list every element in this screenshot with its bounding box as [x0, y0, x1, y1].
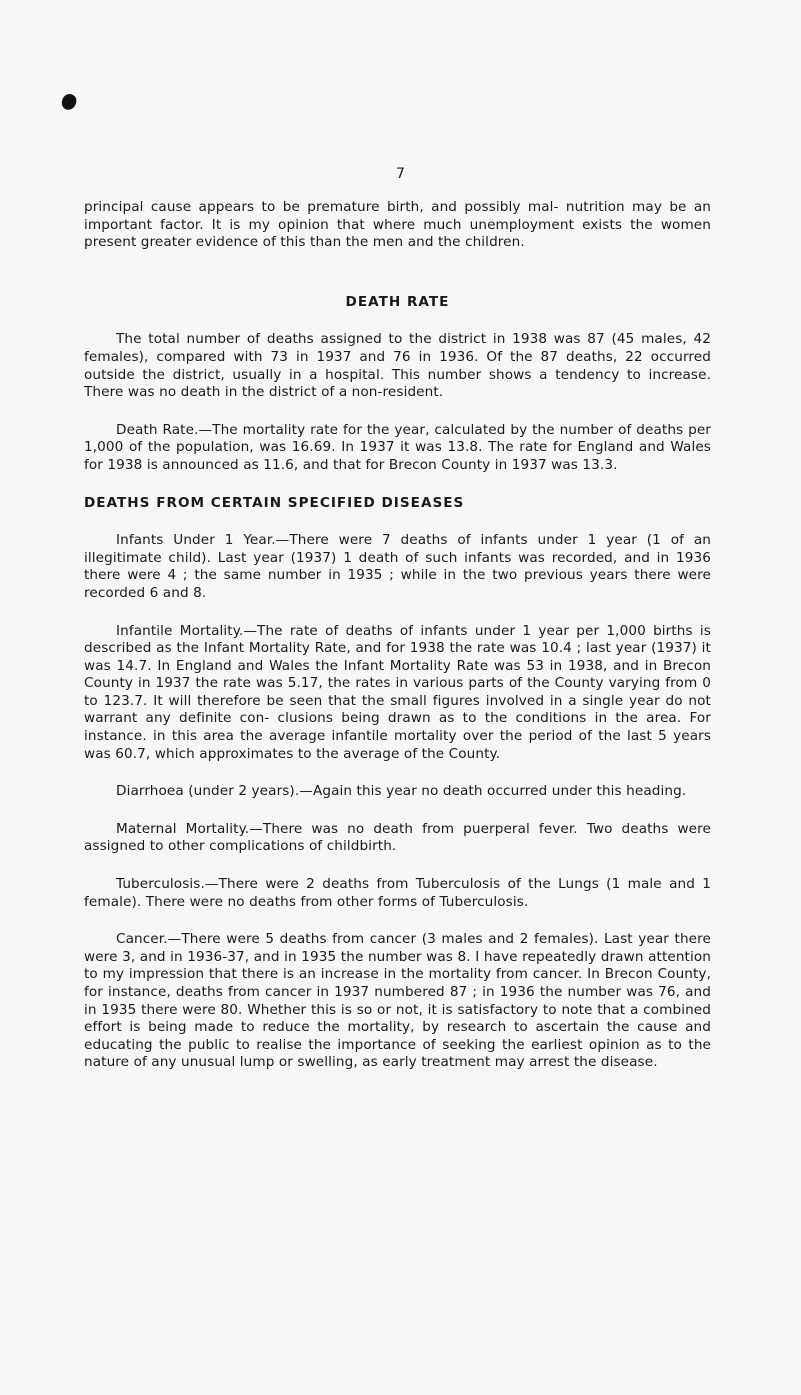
specified-diseases-heading: DEATHS FROM CERTAIN SPECIFIED DISEASES	[84, 494, 465, 511]
total-deaths-paragraph: The total number of deaths assigned to the district in 1938 was 87 (45 males, 42 females), compared with 73 in 1937 and 76 in 1936. Of the 87 deaths, 22 occurred outside the district, usually in a hospital. This number shows a tendency to increase. There was no death in the district of a non-resident.	[84, 331, 711, 401]
punch-hole-mark	[60, 92, 78, 112]
page-number: 7	[396, 166, 405, 182]
diarrhoea-paragraph: Diarrhoea (under 2 years).—Again this year no death occurred under this heading.	[116, 783, 687, 800]
death-rate-heading: DEATH RATE	[345, 293, 450, 310]
opening-paragraph: principal cause appears to be premature birth, and possibly mal- nutrition may be an important factor. It is my opinion that where much unemployment exists the women present greater evidence of this than the men and the children.	[84, 199, 711, 251]
infantile-mortality-paragraph: Infantile Mortality.—The rate of deaths of infants under 1 year per 1,000 births is described as the Infant Mortality Rate, and for 1938 the rate was 10.4 ; last year (1937) it was 14.7. In England and Wales the Infant Mortality Rate was 53 in 1938, and in Brecon County in 1937 the rate was 5.17, the rates in various parts of the County varying from 0 to 123.7. It will therefore be seen that the small figures involved in a single year do not warrant any definite con- clusions being drawn as to the conditions in the area. For instance. in this area the average infantile mortality over the period of the last 5 years was 60.7, which approximates to the average of the County.	[84, 622, 711, 762]
maternal-mortality-paragraph: Maternal Mortality.—There was no death from puerperal fever. Two deaths were assigned to other complications of childbirth.	[84, 820, 711, 855]
cancer-paragraph: Cancer.—There were 5 deaths from cancer (3 males and 2 females). Last year there were 3, and in 1936-37, and in 1935 the number was 8. I have repeatedly drawn attention to my impression that there is an increase in the mortality from cancer. In Brecon County, for instance, deaths from cancer in 1937 numbered 87 ; in 1936 the number was 76, and in 1935 there were 80. Whether this is so or not, it is satisfactory to note that a combined effort is being made to reduce the mortality, by research to ascertain the cause and educating the public to realise the importance of seeking the earliest opinion as to the nature of any unusual lump or swelling, as early treatment may arrest the disease.	[84, 931, 711, 1071]
tuberculosis-paragraph: Tuberculosis.—There were 2 deaths from Tuberculosis of the Lungs (1 male and 1 female). There were no deaths from other forms of Tuberculosis.	[84, 876, 711, 910]
death-rate-paragraph: Death Rate.—The mortality rate for the year, calculated by the number of deaths per 1,000 of the population, was 16.69. In 1937 it was 13.8. The rate for England and Wales for 1938 is announced as 11.6, and that for Brecon County in 1937 was 13.3.	[84, 421, 711, 473]
infants-under-1-paragraph: Infants Under 1 Year.—There were 7 deaths of infants under 1 year (1 of an illegitimate child). Last year (1937) 1 death of such infants was recorded, and in 1936 there were 4 ; the same number in 1935 ; while in the two previous years there were recorded 6 and 8.	[84, 532, 711, 601]
page-content	[84, 199, 711, 1072]
